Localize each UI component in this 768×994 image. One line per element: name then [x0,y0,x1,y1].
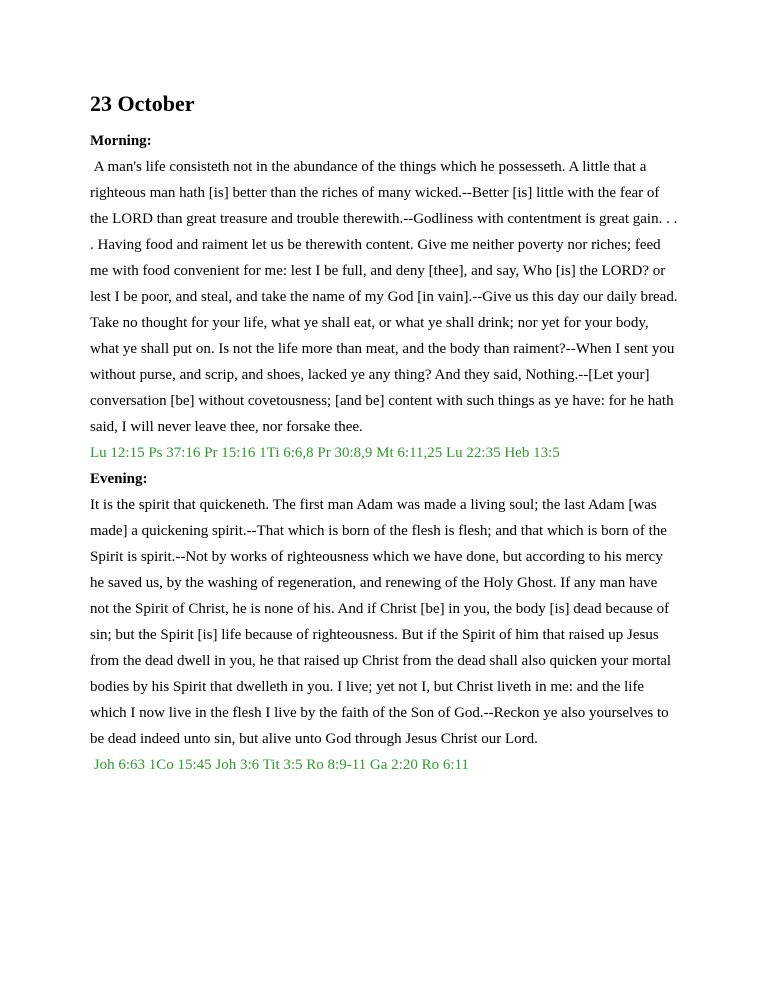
evening-label: Evening: [90,471,148,487]
devotional-page [90,88,680,778]
morning-references: Lu 12:15 Ps 37:16 Pr 15:16 1Ti 6:6,8 Pr 30:8,9 Mt 6:11,25 Lu 22:35 Heb 13:5 [90,445,560,461]
morning-label: Morning: [90,133,152,149]
page-title: 23 October [90,91,195,116]
morning-section [90,128,680,466]
evening-section [90,466,680,778]
morning-text: A man's life consisteth not in the abundance of the things which he possesseth. A little that a righteous man hath [is] better than the riches of many wicked.--Better [is] little with the fear of the LORD than great treasure and trouble therewith.--Godliness with contentment is great gain. . . . Having food and raiment let us be therewith content. Give me neither poverty nor riches; feed me with food convenient for me: lest I be full, and deny [thee], and say, Who [is] the LORD? or lest I be poor, and steal, and take the name of my God [in vain].--Give us this day our daily bread. Take no thought for your life, what ye shall eat, or what ye shall drink; nor yet for your body, what ye shall put on. Is not the life more than meat, and the body than raiment?--When I sent you without purse, and scrip, and shoes, lacked ye any thing? And they said, Nothing.--[Let your] conversation [be] without covetousness; [and be] content with such things as ye have: for he hath said, I will never leave thee, nor forsake thee. [90,159,682,435]
evening-text: It is the spirit that quickeneth. The first man Adam was made a living soul; the last Adam [was made] a quickening spirit.--That which is born of the flesh is flesh; and that which is born of the Spirit is spirit.--Not by works of righteousness which we have done, but according to his mercy he saved us, by the washing of regeneration, and renewing of the Holy Ghost. If any man have not the Spirit of Christ, he is none of his. And if Christ [be] in you, the body [is] dead because of sin; but the Spirit [is] life because of righteousness. But if the Spirit of him that raised up Jesus from the dead dwell in you, he that raised up Christ from the dead shall also quicken your mortal bodies by his Spirit that dwelleth in you. I live; yet not I, but Christ liveth in me: and the life which I now live in the flesh I live by the faith of the Son of God.--Reckon ye also yourselves to be dead indeed unto sin, but alive unto God through Jesus Christ our Lord. [90,497,672,747]
evening-references: Joh 6:63 1Co 15:45 Joh 3:6 Tit 3:5 Ro 8:9-11 Ga 2:20 Ro 6:11 [90,757,469,773]
